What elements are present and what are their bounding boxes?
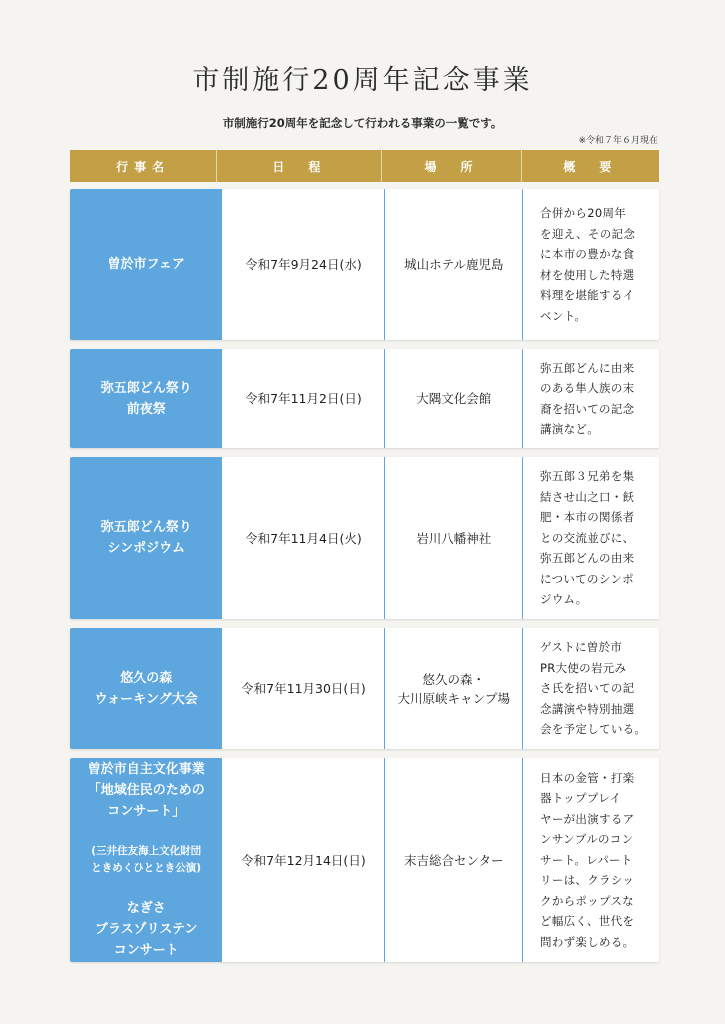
event-place: 大隅文化会館 (385, 349, 523, 448)
table-row (70, 457, 659, 619)
table-row (70, 189, 659, 340)
page-title: 市制施行20周年記念事業 (192, 65, 533, 96)
event-name: 悠久の森 ウォーキング大会 (70, 628, 222, 749)
table-row (70, 628, 659, 749)
event-place: 城山ホテル鹿児島 (385, 189, 523, 340)
header-schedule: 日 程 (217, 150, 382, 182)
event-date: 令和7年11月2日(日) (222, 349, 385, 448)
event-date: 令和7年11月4日(火) (222, 457, 385, 619)
event-date: 令和7年12月14日(日) (222, 758, 385, 962)
event-description: ゲストに曽於市 PR大使の岩元み さ氏を招いての記 念講演や特別抽選 会を予定している。 (540, 640, 647, 737)
event-date: 令和7年9月24日(水) (222, 189, 385, 340)
event-description: 弥五郎どんに由来 のある隼人族の末 裔を招いての記念 講演など。 (540, 360, 635, 436)
header-event-name: 行事名 (70, 150, 217, 182)
event-place: 末吉総合センター (385, 758, 523, 962)
event-description: 弥五郎３兄弟を集 結させ山之口・飫 肥・本市の関係者 との交流並びに、 弥五郎どんの由来 についてのシンポ ジウム。 (540, 469, 635, 607)
page-subtitle: 市制施行20周年を記念して行われる事業の一覧です。 (222, 116, 503, 130)
event-name-group (70, 758, 222, 962)
event-name: 弥五郎どん祭り 前夜祭 (70, 349, 222, 448)
as-of-note: ※令和７年６月現在 (578, 136, 658, 146)
event-place: 悠久の森・ 大川原峡キャンプ場 (385, 628, 523, 749)
event-date: 令和7年11月30日(日) (222, 628, 385, 749)
events-table (70, 150, 659, 971)
event-name-sub: なぎさ ブラスゾリステン コンサート (94, 901, 198, 958)
event-description: 合併から20周年 を迎え、その記念 に本市の豊かな食 材を使用した特選 料理を堪能するイ ベント。 (540, 206, 636, 323)
header-place: 場 所 (382, 150, 521, 182)
table-row (70, 758, 659, 962)
table-header (70, 150, 659, 182)
table-row (70, 349, 659, 448)
event-description: 日本の金管・打楽 器トッププレイ ヤーが出演するア ンサンブルのコン サート。レパート リーは、クラシッ クからポップスな ど幅広く、世代を 問わず楽しめる。 (540, 770, 635, 949)
header-summary: 概 要 (563, 159, 618, 174)
event-name: 弥五郎どん祭り シンポジウム (70, 457, 222, 619)
event-name: 曽於市フェア (70, 189, 222, 340)
event-name-note: (三井住友海上文化財団 ときめくひととき公演) (91, 845, 202, 874)
event-name: 曽於市自主文化事業 「地域住民のための コンサート」 (87, 762, 205, 819)
event-place: 岩川八幡神社 (385, 457, 523, 619)
